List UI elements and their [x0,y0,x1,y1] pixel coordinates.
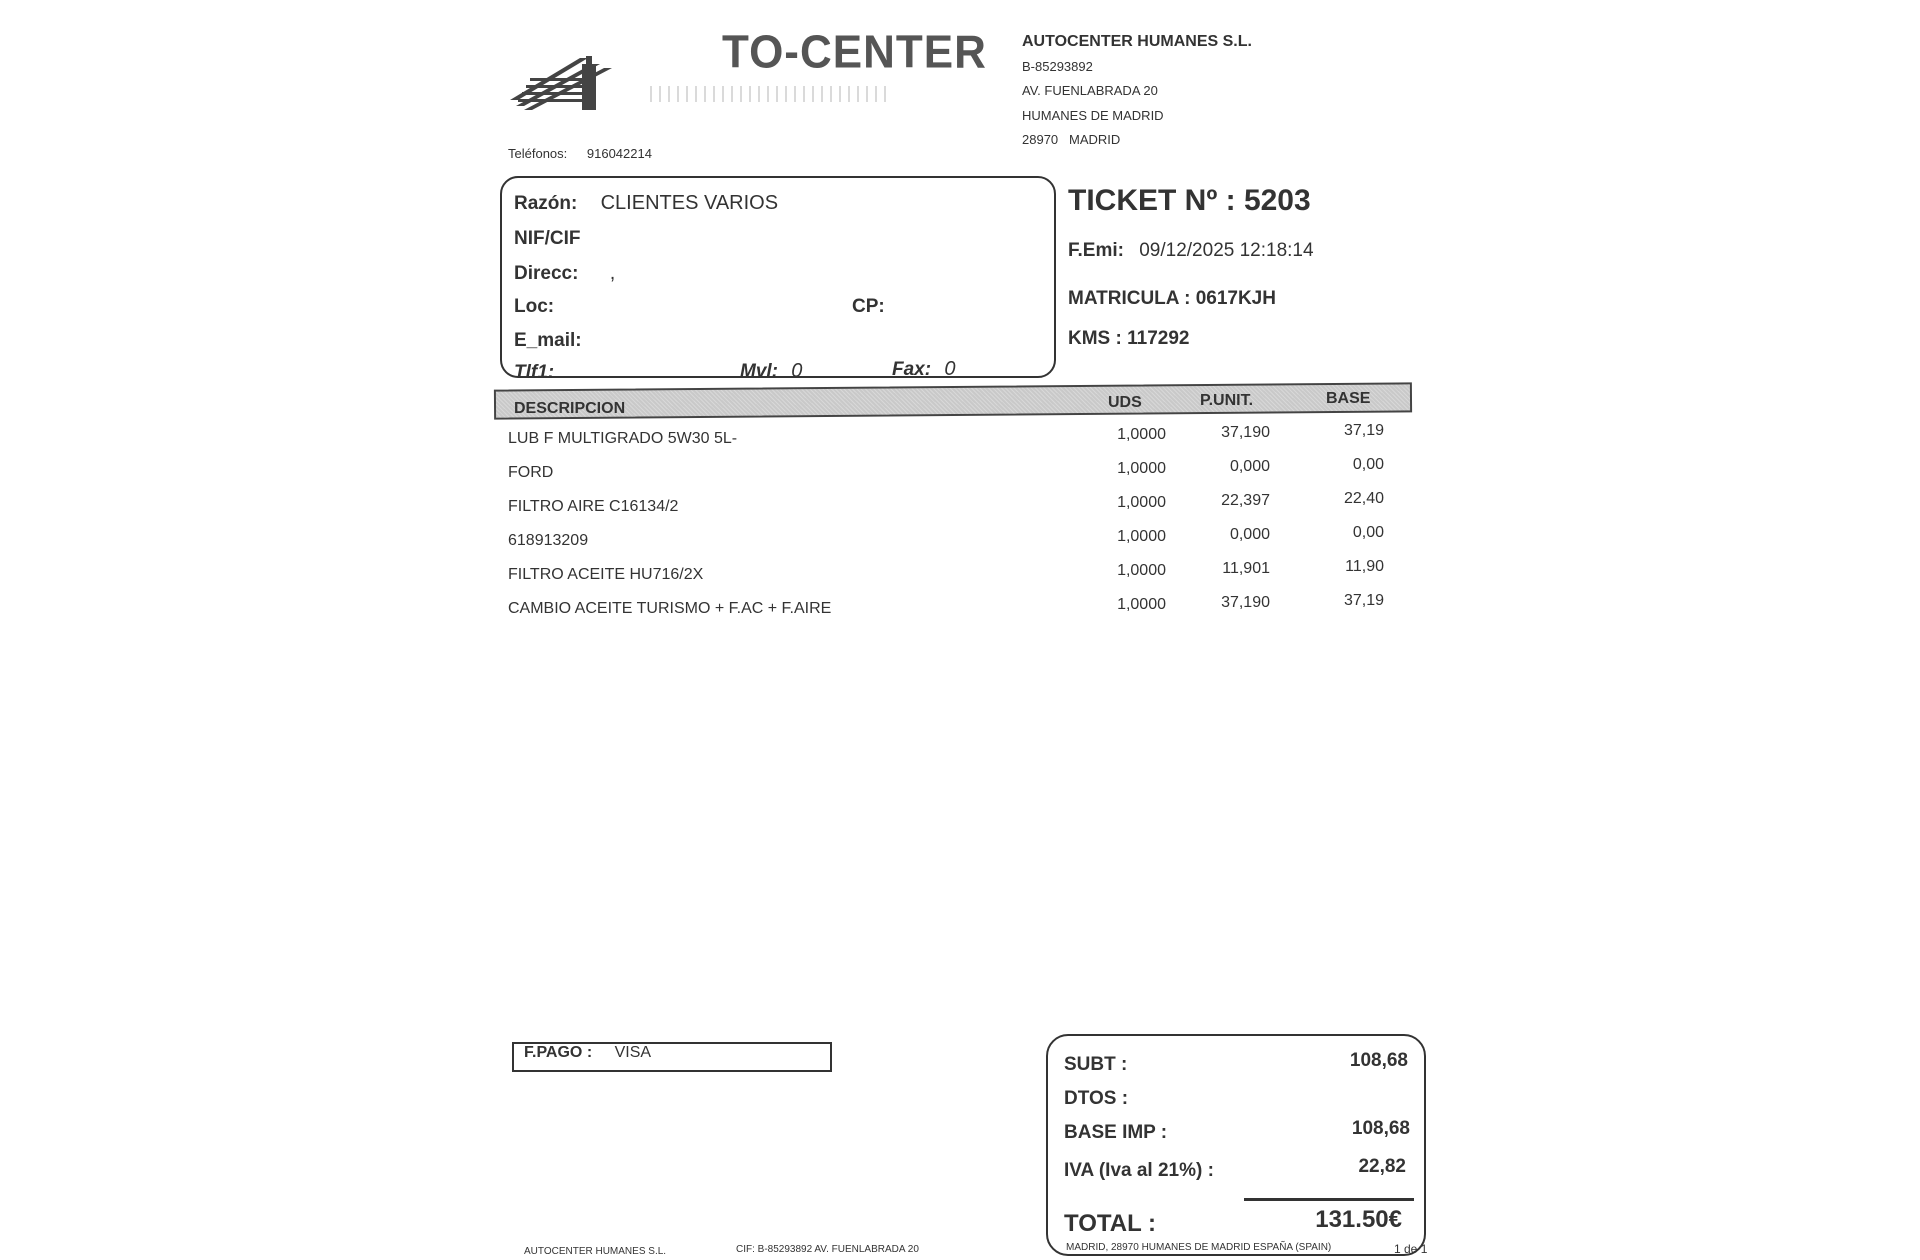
cell-uds: 1,0000 [1117,494,1166,511]
loc-label: Loc: [514,296,555,317]
cell-base: 11,90 [1345,558,1384,575]
cell-base: 0,00 [1352,524,1384,541]
subtotal-label: SUBT : [1064,1054,1128,1075]
nif-label: NIF/CIF [514,228,581,249]
payment-label: F.PAGO : [524,1044,593,1061]
femi-value: 09/12/2025 12:18:14 [1139,240,1314,261]
cell-punit: 0,000 [1229,526,1270,543]
th-punit: P.UNIT. [1200,392,1254,409]
total-value: 131.50€ [1315,1206,1402,1233]
logo-faded-subtext [650,86,890,102]
cell-uds: 1,0000 [1117,528,1166,545]
cell-uds: 1,0000 [1117,426,1166,443]
cell-punit: 11,901 [1222,560,1270,577]
total-label: TOTAL : [1064,1210,1156,1237]
cell-base: 37,19 [1343,422,1384,439]
company-address: AV. FUENLABRADA 20 [1022,83,1158,98]
cell-base: 0,00 [1352,456,1384,473]
cell-descripcion: LUB F MULTIGRADO 5W30 5L- [508,430,738,447]
cell-punit: 37,190 [1221,594,1270,611]
cp-label: CP: [852,296,885,317]
phones-label: Teléfonos: [508,146,568,161]
footer-page-number: 1 de 1 [1394,1242,1428,1256]
ticket-kms: KMS : 117292 [1068,328,1190,349]
customer-nif [514,228,581,250]
cell-base: 37,19 [1343,592,1384,609]
email-label: E_mail: [514,330,582,351]
company-postcode-province [1022,128,1252,153]
mvl-value: 0 [791,360,803,382]
company-postcode: 28970 [1022,132,1059,147]
customer-razon [514,192,778,215]
iva-value: 22,82 [1358,1156,1406,1177]
cell-descripcion: FILTRO AIRE C16134/2 [508,498,679,515]
mvl-label: Mvl: [740,361,778,382]
customer-tlf [514,362,554,384]
customer-cp [852,296,885,318]
payment-method [524,1044,651,1062]
ticket-emission-date [1068,240,1314,262]
footer-location: MADRID, 28970 HUMANES DE MADRID ESPAÑA (SPAIN) [1066,1242,1332,1253]
company-phones [508,146,652,161]
company-logo-mark [510,54,630,110]
company-province: MADRID [1069,132,1121,147]
base-imponible-label: BASE IMP : [1064,1122,1168,1143]
razon-value: CLIENTES VARIOS [600,192,779,214]
fax-label: Fax: [892,359,932,380]
ticket-matricula: MATRICULA : 0617KJH [1068,288,1276,309]
customer-loc [514,296,554,318]
cell-descripcion: FORD [508,464,554,481]
company-info [1022,30,1252,153]
cell-uds: 1,0000 [1117,562,1166,579]
cell-descripcion: FILTRO ACEITE HU716/2X [508,566,704,583]
company-city: HUMANES DE MADRID [1022,107,1164,123]
table-header-bar [494,382,1412,419]
footer-company: AUTOCENTER HUMANES S.L. [524,1246,667,1257]
customer-fax [892,358,955,381]
direcc-label: Direcc: [514,263,579,284]
tlf-label: Tlf1: [514,362,555,383]
th-base: BASE [1326,390,1371,407]
customer-email [514,330,582,352]
totals-divider [1244,1198,1414,1201]
cell-punit: 0,000 [1229,458,1270,475]
direcc-value: , [609,262,616,284]
cell-punit: 37,190 [1221,424,1270,441]
payment-value: VISA [614,1044,652,1061]
th-descripcion: DESCRIPCION [514,400,626,417]
customer-direccion [514,262,615,285]
customer-mvl [740,360,802,383]
company-cif: B-85293892 [1022,58,1093,74]
base-imponible-value: 108,68 [1351,1118,1410,1139]
discounts-label: DTOS : [1064,1088,1129,1109]
cell-uds: 1,0000 [1117,596,1166,613]
footer-cif-address: CIF: B-85293892 AV. FUENLABRADA 20 [736,1244,919,1255]
cell-punit: 22,397 [1221,492,1270,509]
ticket-number: TICKET Nº : 5203 [1068,184,1311,217]
company-logo-text: TO-CENTER [722,26,987,79]
fax-value: 0 [944,358,956,380]
th-uds: UDS [1108,394,1142,411]
phones-value: 916042214 [586,146,652,161]
cell-base: 22,40 [1343,490,1384,507]
cell-uds: 1,0000 [1117,460,1166,477]
cell-descripcion: 618913209 [508,532,589,549]
razon-label: Razón: [514,193,578,214]
company-name: AUTOCENTER HUMANES S.L. [1022,33,1252,50]
femi-label: F.Emi: [1068,240,1124,261]
cell-descripcion: CAMBIO ACEITE TURISMO + F.AC + F.AIRE [508,600,832,617]
subtotal-value: 108,68 [1349,1050,1408,1071]
iva-label: IVA (Iva al 21%) : [1064,1160,1214,1181]
